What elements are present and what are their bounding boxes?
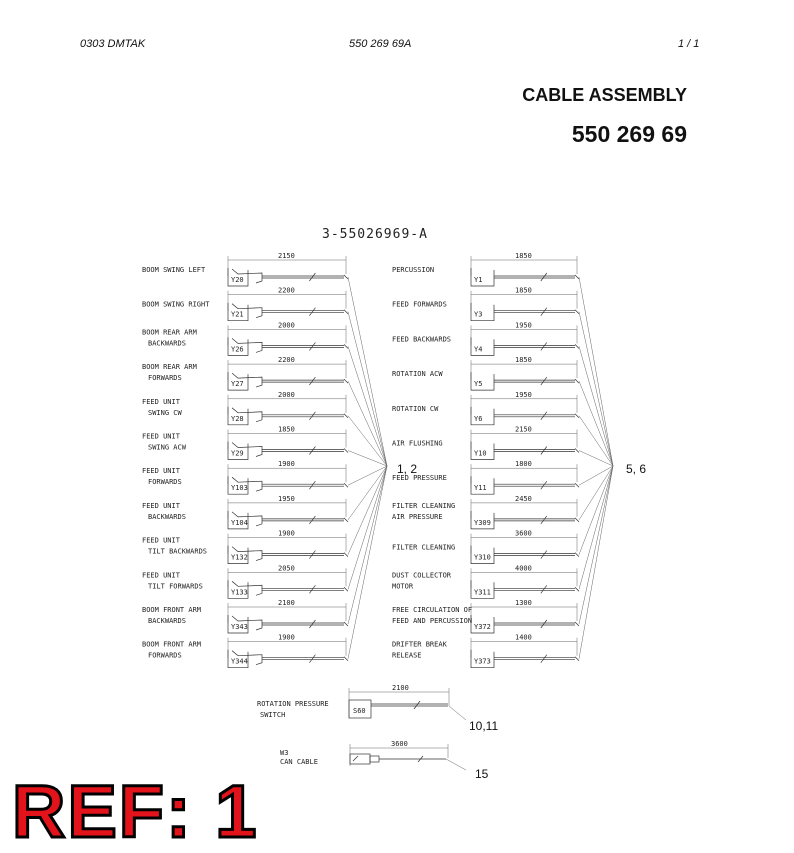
header-page: 1 / 1	[678, 38, 700, 50]
cable-length: 2200	[278, 286, 295, 295]
break-mark	[309, 655, 315, 663]
cable-length: 1900	[278, 460, 295, 469]
leader-line	[348, 466, 387, 624]
leader-line	[579, 277, 613, 466]
cable-label: AIR FLUSHING	[392, 439, 443, 448]
wire-end	[344, 310, 348, 314]
cable-label: BOOM SWING LEFT	[142, 266, 206, 274]
callout-pressure-switch: 10,11	[469, 719, 499, 733]
cable-Y373	[392, 466, 613, 668]
wire-end	[575, 379, 579, 383]
callout-can-cable: 15	[475, 767, 489, 781]
cable-length: 1850	[515, 286, 532, 295]
connector-code: Y372	[474, 623, 491, 631]
break-mark	[414, 701, 420, 709]
cable-label: SWING ACW	[148, 443, 186, 452]
cable-Y344	[142, 466, 387, 668]
connector-code: Y1	[474, 276, 483, 284]
cable-label: FEED FORWARDS	[392, 300, 447, 309]
wire-end	[575, 587, 579, 591]
break-mark	[541, 551, 547, 559]
cable-label: SWING CW	[148, 408, 182, 417]
cable-length: 1950	[278, 494, 295, 503]
cable-label: AIR PRESSURE	[392, 512, 443, 521]
cable-label: ROTATION PRESSURE	[257, 700, 329, 708]
break-mark	[541, 377, 547, 385]
cable-label: FORWARDS	[148, 374, 182, 383]
cable-length: 1950	[515, 321, 532, 330]
leader-line	[348, 466, 387, 555]
leader-line	[579, 466, 613, 485]
connector-code: Y373	[474, 657, 491, 666]
connector-code: Y29	[231, 449, 244, 458]
cable-label: FEED UNIT	[142, 467, 180, 476]
break-mark	[309, 377, 315, 385]
cable-length: 2150	[515, 425, 532, 434]
cable-label: TILT FORWARDS	[148, 582, 203, 591]
break-mark	[541, 481, 547, 489]
cable-label: DUST COLLECTOR	[392, 571, 452, 580]
connector-code: Y132	[231, 553, 248, 562]
connector-code: Y11	[474, 484, 487, 493]
cable-length: 1800	[515, 460, 532, 469]
cable-label: FILTER CLEANING	[392, 501, 456, 510]
cable-S60	[257, 684, 498, 733]
cable-label: BACKWARDS	[148, 512, 186, 521]
cable-label: FEED UNIT	[142, 432, 180, 441]
wire-end	[344, 414, 348, 418]
cable-label: FEED PRESSURE	[392, 474, 447, 483]
connector-code: S60	[353, 707, 366, 715]
break-mark	[541, 447, 547, 455]
cable-length: 2200	[278, 356, 295, 365]
wire-end	[575, 414, 579, 418]
wire-end	[344, 275, 348, 279]
break-mark	[309, 620, 315, 628]
cable-length: 2450	[515, 494, 532, 503]
break-mark	[309, 585, 315, 593]
connector-code: Y311	[474, 588, 491, 597]
leader-line	[579, 312, 613, 466]
break-mark	[541, 412, 547, 420]
break-mark	[309, 412, 315, 420]
wire-end	[575, 622, 579, 626]
cable-length: 2100	[278, 599, 295, 607]
wire-end	[344, 518, 348, 522]
cable-length: 2050	[278, 564, 295, 573]
cable-length: 1900	[278, 529, 295, 538]
connector-code: Y28	[231, 414, 244, 423]
leader-line	[348, 312, 387, 466]
cable-label: FEED BACKWARDS	[392, 335, 452, 344]
connector-code: Y104	[231, 518, 248, 527]
wire-end	[575, 310, 579, 314]
wire-end	[344, 344, 348, 348]
cable-label: FEED UNIT	[142, 571, 180, 580]
connector-code: Y4	[474, 345, 483, 354]
break-mark	[541, 620, 547, 628]
break-mark	[541, 273, 547, 281]
cable-Y104	[142, 466, 387, 529]
document-title: CABLE ASSEMBLY	[522, 85, 687, 105]
cable-Y103	[142, 460, 387, 494]
cable-label: ROTATION ACW	[392, 370, 443, 379]
wire-end	[575, 275, 579, 279]
connector-code: Y343	[231, 623, 248, 631]
connector-code: Y26	[231, 345, 244, 354]
cable-length: 1400	[515, 633, 532, 642]
wire-end	[344, 449, 348, 453]
wire-end	[344, 379, 348, 383]
cable-label: MOTOR	[392, 582, 414, 591]
wire-end	[344, 622, 348, 626]
connector-code: Y21	[231, 310, 244, 319]
leader-line	[449, 706, 466, 720]
cable-label: DRIFTER BREAK	[392, 640, 447, 649]
cable-label: BOOM FRONT ARM	[142, 640, 202, 649]
cable-W3	[280, 740, 489, 781]
cable-label: RELEASE	[392, 651, 422, 660]
break-mark	[309, 481, 315, 489]
drawing-number: 3-55026969-A	[322, 227, 428, 242]
break-mark	[541, 585, 547, 593]
leader-line	[579, 466, 613, 624]
wire-end	[575, 344, 579, 348]
break-mark	[541, 516, 547, 524]
cable-Y28	[142, 390, 387, 469]
cable-label: BACKWARDS	[148, 617, 186, 625]
callout-right: 5, 6	[626, 462, 647, 476]
connector-mark	[353, 756, 358, 761]
cable-label: TILT BACKWARDS	[148, 547, 208, 556]
cable-label: FORWARDS	[148, 651, 182, 660]
wire-end	[575, 518, 579, 522]
wire-end	[344, 553, 348, 557]
cable-length: 4000	[515, 564, 532, 573]
header-center: 550 269 69A	[349, 38, 412, 50]
cable-label: FORWARDS	[148, 478, 182, 487]
cable-length: 1950	[515, 390, 532, 399]
break-mark	[309, 308, 315, 316]
leader-line	[348, 466, 387, 659]
cable-length: 2100	[392, 684, 409, 692]
break-mark	[309, 273, 315, 281]
cable-length: 1850	[515, 252, 532, 260]
connector-code: Y27	[231, 380, 244, 389]
cable-length: 2150	[278, 252, 295, 260]
cable-label: BACKWARDS	[148, 339, 186, 348]
cable-label: PERCUSSION	[392, 266, 435, 274]
ref-stamp: REF: 1	[12, 770, 259, 853]
cable-label: FEED UNIT	[142, 536, 180, 545]
break-mark	[541, 655, 547, 663]
wire-end	[344, 483, 348, 487]
break-mark	[309, 342, 315, 350]
cable-length: 3600	[515, 529, 532, 538]
leader-line	[348, 466, 387, 520]
cable-length: 2000	[278, 321, 295, 330]
leader-line	[579, 466, 613, 659]
cable-length: 1850	[278, 425, 295, 434]
cable-label: ROTATION CW	[392, 404, 439, 413]
connector-code: Y6	[474, 414, 483, 423]
callout-left: 1, 2	[397, 462, 418, 476]
wire-end	[575, 553, 579, 557]
cable-label: BOOM SWING RIGHT	[142, 300, 210, 309]
break-mark	[309, 516, 315, 524]
connector-code: Y5	[474, 380, 483, 389]
leader-line	[579, 466, 613, 555]
leader-line	[348, 346, 387, 466]
cable-label: BOOM REAR ARM	[142, 363, 197, 372]
cable-label: BOOM FRONT ARM	[142, 606, 202, 614]
wire-end	[575, 657, 579, 661]
leader-line	[579, 466, 613, 589]
cable-length: 1900	[278, 633, 295, 642]
leader-line	[348, 277, 387, 466]
cable-label: FEED UNIT	[142, 501, 180, 510]
connector-code: Y3	[474, 310, 483, 319]
wire-end	[575, 449, 579, 453]
wire-end	[344, 587, 348, 591]
cable-label: FREE CIRCULATION OF	[392, 606, 473, 614]
leader-line	[348, 466, 387, 589]
wire-end	[344, 657, 348, 661]
break-mark	[309, 447, 315, 455]
connector-code: Y103	[231, 484, 248, 493]
cable-Y311	[392, 466, 613, 598]
break-mark	[541, 308, 547, 316]
leader-line	[579, 346, 613, 466]
connector-code: Y10	[474, 449, 487, 458]
cable-length: 2000	[278, 390, 295, 399]
cable-label: W3	[280, 749, 289, 757]
cable-Y29	[142, 426, 387, 467]
connector-code: Y309	[474, 518, 491, 527]
leader-line	[348, 466, 387, 485]
connector-code: Y133	[231, 588, 248, 597]
part-number: 550 269 69	[571, 121, 687, 147]
leader-line	[446, 759, 466, 770]
connector-code: Y310	[474, 553, 491, 562]
connector-plug	[370, 756, 379, 762]
cable-Y11	[392, 460, 613, 494]
cable-label: FEED AND PERCUSSION	[392, 617, 473, 625]
cable-Y10	[392, 426, 613, 467]
cable-label: BOOM REAR ARM	[142, 328, 197, 337]
connector-code: Y20	[231, 276, 244, 284]
cable-length: 3600	[391, 740, 408, 748]
break-mark	[541, 342, 547, 350]
cable-label: SWITCH	[260, 711, 286, 719]
leader-line	[579, 466, 613, 520]
wire-end	[575, 483, 579, 487]
cable-label: FEED UNIT	[142, 397, 180, 406]
cable-label: FILTER CLEANING	[392, 543, 456, 552]
connector-code: Y344	[231, 657, 248, 666]
break-mark	[309, 551, 315, 559]
connector-box	[350, 754, 370, 764]
cable-label: CAN CABLE	[280, 758, 318, 766]
cable-length: 1300	[515, 599, 532, 607]
header-left: 0303 DMTAK	[80, 38, 146, 50]
cable-length: 1850	[515, 356, 532, 365]
